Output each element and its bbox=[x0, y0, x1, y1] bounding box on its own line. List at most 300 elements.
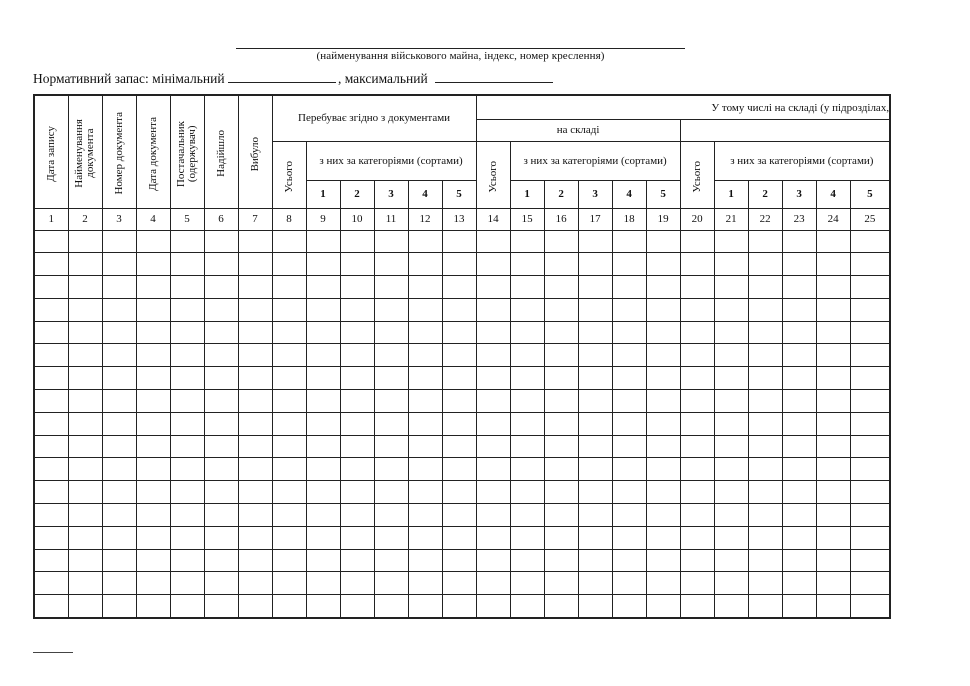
table-cell[interactable] bbox=[442, 230, 476, 253]
table-cell[interactable] bbox=[68, 481, 102, 504]
table-cell[interactable] bbox=[442, 549, 476, 572]
table-cell[interactable] bbox=[646, 230, 680, 253]
table-cell[interactable] bbox=[748, 367, 782, 390]
table-cell[interactable] bbox=[204, 549, 238, 572]
table-cell[interactable] bbox=[34, 390, 68, 413]
table-cell[interactable] bbox=[544, 321, 578, 344]
table-cell[interactable] bbox=[850, 595, 890, 618]
table-cell[interactable] bbox=[510, 344, 544, 367]
table-cell[interactable] bbox=[408, 367, 442, 390]
table-cell[interactable] bbox=[102, 390, 136, 413]
table-cell[interactable] bbox=[646, 458, 680, 481]
table-cell[interactable] bbox=[544, 276, 578, 299]
table-cell[interactable] bbox=[374, 230, 408, 253]
table-cell[interactable] bbox=[816, 367, 850, 390]
table-cell[interactable] bbox=[238, 412, 272, 435]
table-cell[interactable] bbox=[102, 298, 136, 321]
table-cell[interactable] bbox=[544, 526, 578, 549]
table-cell[interactable] bbox=[544, 253, 578, 276]
table-cell[interactable] bbox=[714, 321, 748, 344]
table-cell[interactable] bbox=[578, 526, 612, 549]
table-cell[interactable] bbox=[612, 298, 646, 321]
table-cell[interactable] bbox=[272, 504, 306, 527]
table-cell[interactable] bbox=[204, 572, 238, 595]
table-cell[interactable] bbox=[646, 549, 680, 572]
table-cell[interactable] bbox=[680, 276, 714, 299]
table-cell[interactable] bbox=[340, 549, 374, 572]
table-cell[interactable] bbox=[68, 367, 102, 390]
table-cell[interactable] bbox=[170, 549, 204, 572]
table-cell[interactable] bbox=[544, 572, 578, 595]
table-cell[interactable] bbox=[238, 298, 272, 321]
table-cell[interactable] bbox=[170, 458, 204, 481]
table-cell[interactable] bbox=[374, 253, 408, 276]
table-cell[interactable] bbox=[34, 526, 68, 549]
table-cell[interactable] bbox=[578, 230, 612, 253]
table-cell[interactable] bbox=[238, 481, 272, 504]
table-cell[interactable] bbox=[646, 595, 680, 618]
table-cell[interactable] bbox=[510, 412, 544, 435]
table-cell[interactable] bbox=[782, 298, 816, 321]
table-cell[interactable] bbox=[272, 412, 306, 435]
table-cell[interactable] bbox=[306, 595, 340, 618]
table-cell[interactable] bbox=[748, 276, 782, 299]
table-cell[interactable] bbox=[306, 412, 340, 435]
table-cell[interactable] bbox=[714, 435, 748, 458]
table-cell[interactable] bbox=[510, 253, 544, 276]
table-cell[interactable] bbox=[578, 367, 612, 390]
table-cell[interactable] bbox=[170, 412, 204, 435]
table-cell[interactable] bbox=[204, 390, 238, 413]
table-cell[interactable] bbox=[170, 435, 204, 458]
table-cell[interactable] bbox=[578, 481, 612, 504]
table-cell[interactable] bbox=[34, 458, 68, 481]
table-cell[interactable] bbox=[816, 412, 850, 435]
table-cell[interactable] bbox=[680, 321, 714, 344]
table-cell[interactable] bbox=[272, 390, 306, 413]
table-cell[interactable] bbox=[272, 458, 306, 481]
table-cell[interactable] bbox=[782, 230, 816, 253]
table-cell[interactable] bbox=[578, 344, 612, 367]
table-cell[interactable] bbox=[170, 572, 204, 595]
table-cell[interactable] bbox=[680, 390, 714, 413]
table-cell[interactable] bbox=[340, 367, 374, 390]
table-cell[interactable] bbox=[170, 367, 204, 390]
table-cell[interactable] bbox=[782, 526, 816, 549]
table-cell[interactable] bbox=[476, 321, 510, 344]
table-cell[interactable] bbox=[476, 367, 510, 390]
table-cell[interactable] bbox=[68, 595, 102, 618]
table-cell[interactable] bbox=[714, 595, 748, 618]
table-cell[interactable] bbox=[476, 526, 510, 549]
table-cell[interactable] bbox=[136, 344, 170, 367]
table-cell[interactable] bbox=[714, 230, 748, 253]
table-cell[interactable] bbox=[748, 572, 782, 595]
table-cell[interactable] bbox=[306, 390, 340, 413]
table-cell[interactable] bbox=[850, 504, 890, 527]
table-cell[interactable] bbox=[408, 435, 442, 458]
table-cell[interactable] bbox=[782, 504, 816, 527]
table-cell[interactable] bbox=[102, 412, 136, 435]
table-cell[interactable] bbox=[714, 298, 748, 321]
table-cell[interactable] bbox=[272, 572, 306, 595]
table-cell[interactable] bbox=[476, 435, 510, 458]
table-cell[interactable] bbox=[170, 321, 204, 344]
table-cell[interactable] bbox=[68, 344, 102, 367]
table-cell[interactable] bbox=[170, 344, 204, 367]
table-cell[interactable] bbox=[170, 595, 204, 618]
table-cell[interactable] bbox=[374, 435, 408, 458]
table-cell[interactable] bbox=[442, 481, 476, 504]
table-cell[interactable] bbox=[238, 572, 272, 595]
table-cell[interactable] bbox=[578, 253, 612, 276]
table-cell[interactable] bbox=[850, 298, 890, 321]
table-cell[interactable] bbox=[34, 504, 68, 527]
table-cell[interactable] bbox=[68, 298, 102, 321]
table-cell[interactable] bbox=[850, 412, 890, 435]
table-cell[interactable] bbox=[782, 390, 816, 413]
table-cell[interactable] bbox=[102, 526, 136, 549]
table-cell[interactable] bbox=[136, 390, 170, 413]
table-cell[interactable] bbox=[374, 504, 408, 527]
table-cell[interactable] bbox=[306, 344, 340, 367]
table-cell[interactable] bbox=[272, 344, 306, 367]
table-cell[interactable] bbox=[816, 276, 850, 299]
table-cell[interactable] bbox=[102, 367, 136, 390]
table-cell[interactable] bbox=[170, 481, 204, 504]
table-cell[interactable] bbox=[238, 321, 272, 344]
table-cell[interactable] bbox=[578, 458, 612, 481]
table-cell[interactable] bbox=[170, 390, 204, 413]
table-cell[interactable] bbox=[816, 526, 850, 549]
table-cell[interactable] bbox=[204, 230, 238, 253]
table-cell[interactable] bbox=[782, 276, 816, 299]
table-cell[interactable] bbox=[680, 549, 714, 572]
table-cell[interactable] bbox=[850, 549, 890, 572]
table-cell[interactable] bbox=[476, 504, 510, 527]
table-cell[interactable] bbox=[238, 367, 272, 390]
table-cell[interactable] bbox=[374, 572, 408, 595]
table-cell[interactable] bbox=[782, 549, 816, 572]
table-cell[interactable] bbox=[612, 367, 646, 390]
table-cell[interactable] bbox=[612, 595, 646, 618]
table-cell[interactable] bbox=[748, 344, 782, 367]
table-cell[interactable] bbox=[510, 367, 544, 390]
table-cell[interactable] bbox=[272, 253, 306, 276]
table-cell[interactable] bbox=[170, 253, 204, 276]
table-cell[interactable] bbox=[612, 504, 646, 527]
table-cell[interactable] bbox=[850, 344, 890, 367]
table-cell[interactable] bbox=[34, 276, 68, 299]
table-cell[interactable] bbox=[340, 253, 374, 276]
table-cell[interactable] bbox=[442, 504, 476, 527]
table-cell[interactable] bbox=[578, 595, 612, 618]
table-cell[interactable] bbox=[204, 412, 238, 435]
table-cell[interactable] bbox=[204, 367, 238, 390]
table-cell[interactable] bbox=[544, 230, 578, 253]
table-cell[interactable] bbox=[306, 367, 340, 390]
table-cell[interactable] bbox=[476, 390, 510, 413]
table-cell[interactable] bbox=[442, 435, 476, 458]
table-cell[interactable] bbox=[850, 276, 890, 299]
table-cell[interactable] bbox=[34, 298, 68, 321]
table-cell[interactable] bbox=[340, 481, 374, 504]
table-cell[interactable] bbox=[442, 253, 476, 276]
table-cell[interactable] bbox=[476, 276, 510, 299]
table-cell[interactable] bbox=[136, 412, 170, 435]
table-cell[interactable] bbox=[782, 458, 816, 481]
table-cell[interactable] bbox=[204, 595, 238, 618]
table-cell[interactable] bbox=[544, 412, 578, 435]
table-cell[interactable] bbox=[238, 435, 272, 458]
table-cell[interactable] bbox=[442, 390, 476, 413]
table-cell[interactable] bbox=[102, 504, 136, 527]
table-cell[interactable] bbox=[340, 344, 374, 367]
table-cell[interactable] bbox=[340, 504, 374, 527]
table-cell[interactable] bbox=[136, 595, 170, 618]
table-cell[interactable] bbox=[578, 321, 612, 344]
table-cell[interactable] bbox=[748, 390, 782, 413]
table-cell[interactable] bbox=[340, 458, 374, 481]
table-cell[interactable] bbox=[782, 481, 816, 504]
table-cell[interactable] bbox=[748, 412, 782, 435]
table-cell[interactable] bbox=[306, 230, 340, 253]
table-cell[interactable] bbox=[850, 367, 890, 390]
table-cell[interactable] bbox=[782, 344, 816, 367]
table-cell[interactable] bbox=[136, 572, 170, 595]
table-cell[interactable] bbox=[340, 230, 374, 253]
table-cell[interactable] bbox=[306, 298, 340, 321]
table-cell[interactable] bbox=[476, 298, 510, 321]
table-cell[interactable] bbox=[68, 276, 102, 299]
table-cell[interactable] bbox=[408, 458, 442, 481]
table-cell[interactable] bbox=[34, 367, 68, 390]
table-cell[interactable] bbox=[408, 504, 442, 527]
table-cell[interactable] bbox=[408, 230, 442, 253]
table-cell[interactable] bbox=[170, 504, 204, 527]
table-cell[interactable] bbox=[646, 367, 680, 390]
table-cell[interactable] bbox=[816, 390, 850, 413]
table-cell[interactable] bbox=[306, 481, 340, 504]
table-cell[interactable] bbox=[612, 549, 646, 572]
table-cell[interactable] bbox=[578, 390, 612, 413]
table-cell[interactable] bbox=[680, 344, 714, 367]
table-cell[interactable] bbox=[102, 321, 136, 344]
table-cell[interactable] bbox=[476, 549, 510, 572]
table-cell[interactable] bbox=[748, 458, 782, 481]
table-cell[interactable] bbox=[272, 481, 306, 504]
table-cell[interactable] bbox=[238, 526, 272, 549]
table-cell[interactable] bbox=[680, 367, 714, 390]
table-cell[interactable] bbox=[510, 549, 544, 572]
table-cell[interactable] bbox=[68, 390, 102, 413]
table-cell[interactable] bbox=[374, 481, 408, 504]
table-cell[interactable] bbox=[306, 572, 340, 595]
table-cell[interactable] bbox=[374, 344, 408, 367]
table-cell[interactable] bbox=[340, 321, 374, 344]
table-cell[interactable] bbox=[612, 321, 646, 344]
table-cell[interactable] bbox=[408, 298, 442, 321]
table-cell[interactable] bbox=[238, 230, 272, 253]
table-cell[interactable] bbox=[340, 435, 374, 458]
table-cell[interactable] bbox=[102, 253, 136, 276]
table-cell[interactable] bbox=[782, 253, 816, 276]
table-cell[interactable] bbox=[34, 321, 68, 344]
table-cell[interactable] bbox=[714, 526, 748, 549]
table-cell[interactable] bbox=[748, 321, 782, 344]
table-cell[interactable] bbox=[850, 458, 890, 481]
table-cell[interactable] bbox=[510, 298, 544, 321]
table-cell[interactable] bbox=[816, 230, 850, 253]
table-cell[interactable] bbox=[578, 572, 612, 595]
table-cell[interactable] bbox=[374, 367, 408, 390]
table-cell[interactable] bbox=[816, 481, 850, 504]
table-cell[interactable] bbox=[204, 276, 238, 299]
table-cell[interactable] bbox=[816, 572, 850, 595]
table-cell[interactable] bbox=[850, 321, 890, 344]
table-cell[interactable] bbox=[68, 253, 102, 276]
table-cell[interactable] bbox=[374, 412, 408, 435]
table-cell[interactable] bbox=[442, 572, 476, 595]
table-cell[interactable] bbox=[578, 549, 612, 572]
table-cell[interactable] bbox=[442, 367, 476, 390]
table-cell[interactable] bbox=[748, 481, 782, 504]
table-cell[interactable] bbox=[612, 458, 646, 481]
table-cell[interactable] bbox=[816, 435, 850, 458]
table-cell[interactable] bbox=[442, 321, 476, 344]
table-cell[interactable] bbox=[442, 276, 476, 299]
table-cell[interactable] bbox=[714, 367, 748, 390]
table-cell[interactable] bbox=[408, 572, 442, 595]
table-cell[interactable] bbox=[510, 595, 544, 618]
table-cell[interactable] bbox=[646, 526, 680, 549]
table-cell[interactable] bbox=[714, 344, 748, 367]
table-cell[interactable] bbox=[238, 276, 272, 299]
table-cell[interactable] bbox=[714, 572, 748, 595]
table-cell[interactable] bbox=[646, 412, 680, 435]
table-cell[interactable] bbox=[578, 435, 612, 458]
table-cell[interactable] bbox=[612, 276, 646, 299]
table-cell[interactable] bbox=[34, 549, 68, 572]
table-cell[interactable] bbox=[714, 253, 748, 276]
table-cell[interactable] bbox=[136, 504, 170, 527]
table-cell[interactable] bbox=[136, 230, 170, 253]
table-cell[interactable] bbox=[510, 526, 544, 549]
table-cell[interactable] bbox=[408, 390, 442, 413]
table-cell[interactable] bbox=[782, 367, 816, 390]
table-cell[interactable] bbox=[102, 276, 136, 299]
table-cell[interactable] bbox=[714, 549, 748, 572]
table-cell[interactable] bbox=[544, 549, 578, 572]
table-cell[interactable] bbox=[748, 253, 782, 276]
table-cell[interactable] bbox=[272, 595, 306, 618]
table-cell[interactable] bbox=[238, 549, 272, 572]
table-cell[interactable] bbox=[544, 435, 578, 458]
table-cell[interactable] bbox=[646, 390, 680, 413]
table-cell[interactable] bbox=[612, 390, 646, 413]
table-cell[interactable] bbox=[578, 276, 612, 299]
table-cell[interactable] bbox=[476, 595, 510, 618]
table-cell[interactable] bbox=[272, 298, 306, 321]
table-cell[interactable] bbox=[680, 572, 714, 595]
table-cell[interactable] bbox=[170, 526, 204, 549]
table-cell[interactable] bbox=[408, 481, 442, 504]
table-cell[interactable] bbox=[646, 344, 680, 367]
table-cell[interactable] bbox=[816, 321, 850, 344]
table-cell[interactable] bbox=[238, 458, 272, 481]
table-cell[interactable] bbox=[374, 390, 408, 413]
table-cell[interactable] bbox=[714, 481, 748, 504]
table-cell[interactable] bbox=[782, 321, 816, 344]
table-cell[interactable] bbox=[748, 504, 782, 527]
table-cell[interactable] bbox=[204, 481, 238, 504]
table-cell[interactable] bbox=[612, 230, 646, 253]
table-cell[interactable] bbox=[646, 253, 680, 276]
table-cell[interactable] bbox=[340, 572, 374, 595]
table-cell[interactable] bbox=[374, 458, 408, 481]
table-cell[interactable] bbox=[714, 458, 748, 481]
table-cell[interactable] bbox=[544, 344, 578, 367]
table-cell[interactable] bbox=[748, 230, 782, 253]
table-cell[interactable] bbox=[272, 230, 306, 253]
table-cell[interactable] bbox=[272, 526, 306, 549]
table-cell[interactable] bbox=[850, 481, 890, 504]
table-cell[interactable] bbox=[306, 549, 340, 572]
table-cell[interactable] bbox=[408, 595, 442, 618]
table-cell[interactable] bbox=[816, 458, 850, 481]
table-cell[interactable] bbox=[850, 572, 890, 595]
table-cell[interactable] bbox=[306, 253, 340, 276]
table-cell[interactable] bbox=[476, 458, 510, 481]
table-cell[interactable] bbox=[680, 253, 714, 276]
table-cell[interactable] bbox=[68, 572, 102, 595]
table-cell[interactable] bbox=[612, 572, 646, 595]
table-cell[interactable] bbox=[544, 481, 578, 504]
min-field[interactable] bbox=[228, 70, 336, 83]
table-cell[interactable] bbox=[340, 412, 374, 435]
table-cell[interactable] bbox=[476, 481, 510, 504]
table-cell[interactable] bbox=[748, 435, 782, 458]
table-cell[interactable] bbox=[408, 344, 442, 367]
table-cell[interactable] bbox=[816, 298, 850, 321]
table-cell[interactable] bbox=[544, 458, 578, 481]
table-cell[interactable] bbox=[476, 344, 510, 367]
table-cell[interactable] bbox=[340, 595, 374, 618]
table-cell[interactable] bbox=[68, 526, 102, 549]
table-cell[interactable] bbox=[646, 435, 680, 458]
table-cell[interactable] bbox=[816, 549, 850, 572]
table-cell[interactable] bbox=[102, 481, 136, 504]
table-cell[interactable] bbox=[510, 230, 544, 253]
table-cell[interactable] bbox=[442, 412, 476, 435]
table-cell[interactable] bbox=[136, 367, 170, 390]
table-cell[interactable] bbox=[272, 435, 306, 458]
table-cell[interactable] bbox=[510, 276, 544, 299]
table-cell[interactable] bbox=[442, 344, 476, 367]
table-cell[interactable] bbox=[34, 412, 68, 435]
table-cell[interactable] bbox=[238, 253, 272, 276]
table-cell[interactable] bbox=[68, 504, 102, 527]
table-cell[interactable] bbox=[102, 344, 136, 367]
table-cell[interactable] bbox=[374, 526, 408, 549]
table-cell[interactable] bbox=[204, 504, 238, 527]
table-cell[interactable] bbox=[680, 435, 714, 458]
table-cell[interactable] bbox=[374, 549, 408, 572]
table-cell[interactable] bbox=[102, 458, 136, 481]
table-cell[interactable] bbox=[68, 549, 102, 572]
table-cell[interactable] bbox=[578, 504, 612, 527]
table-cell[interactable] bbox=[850, 390, 890, 413]
